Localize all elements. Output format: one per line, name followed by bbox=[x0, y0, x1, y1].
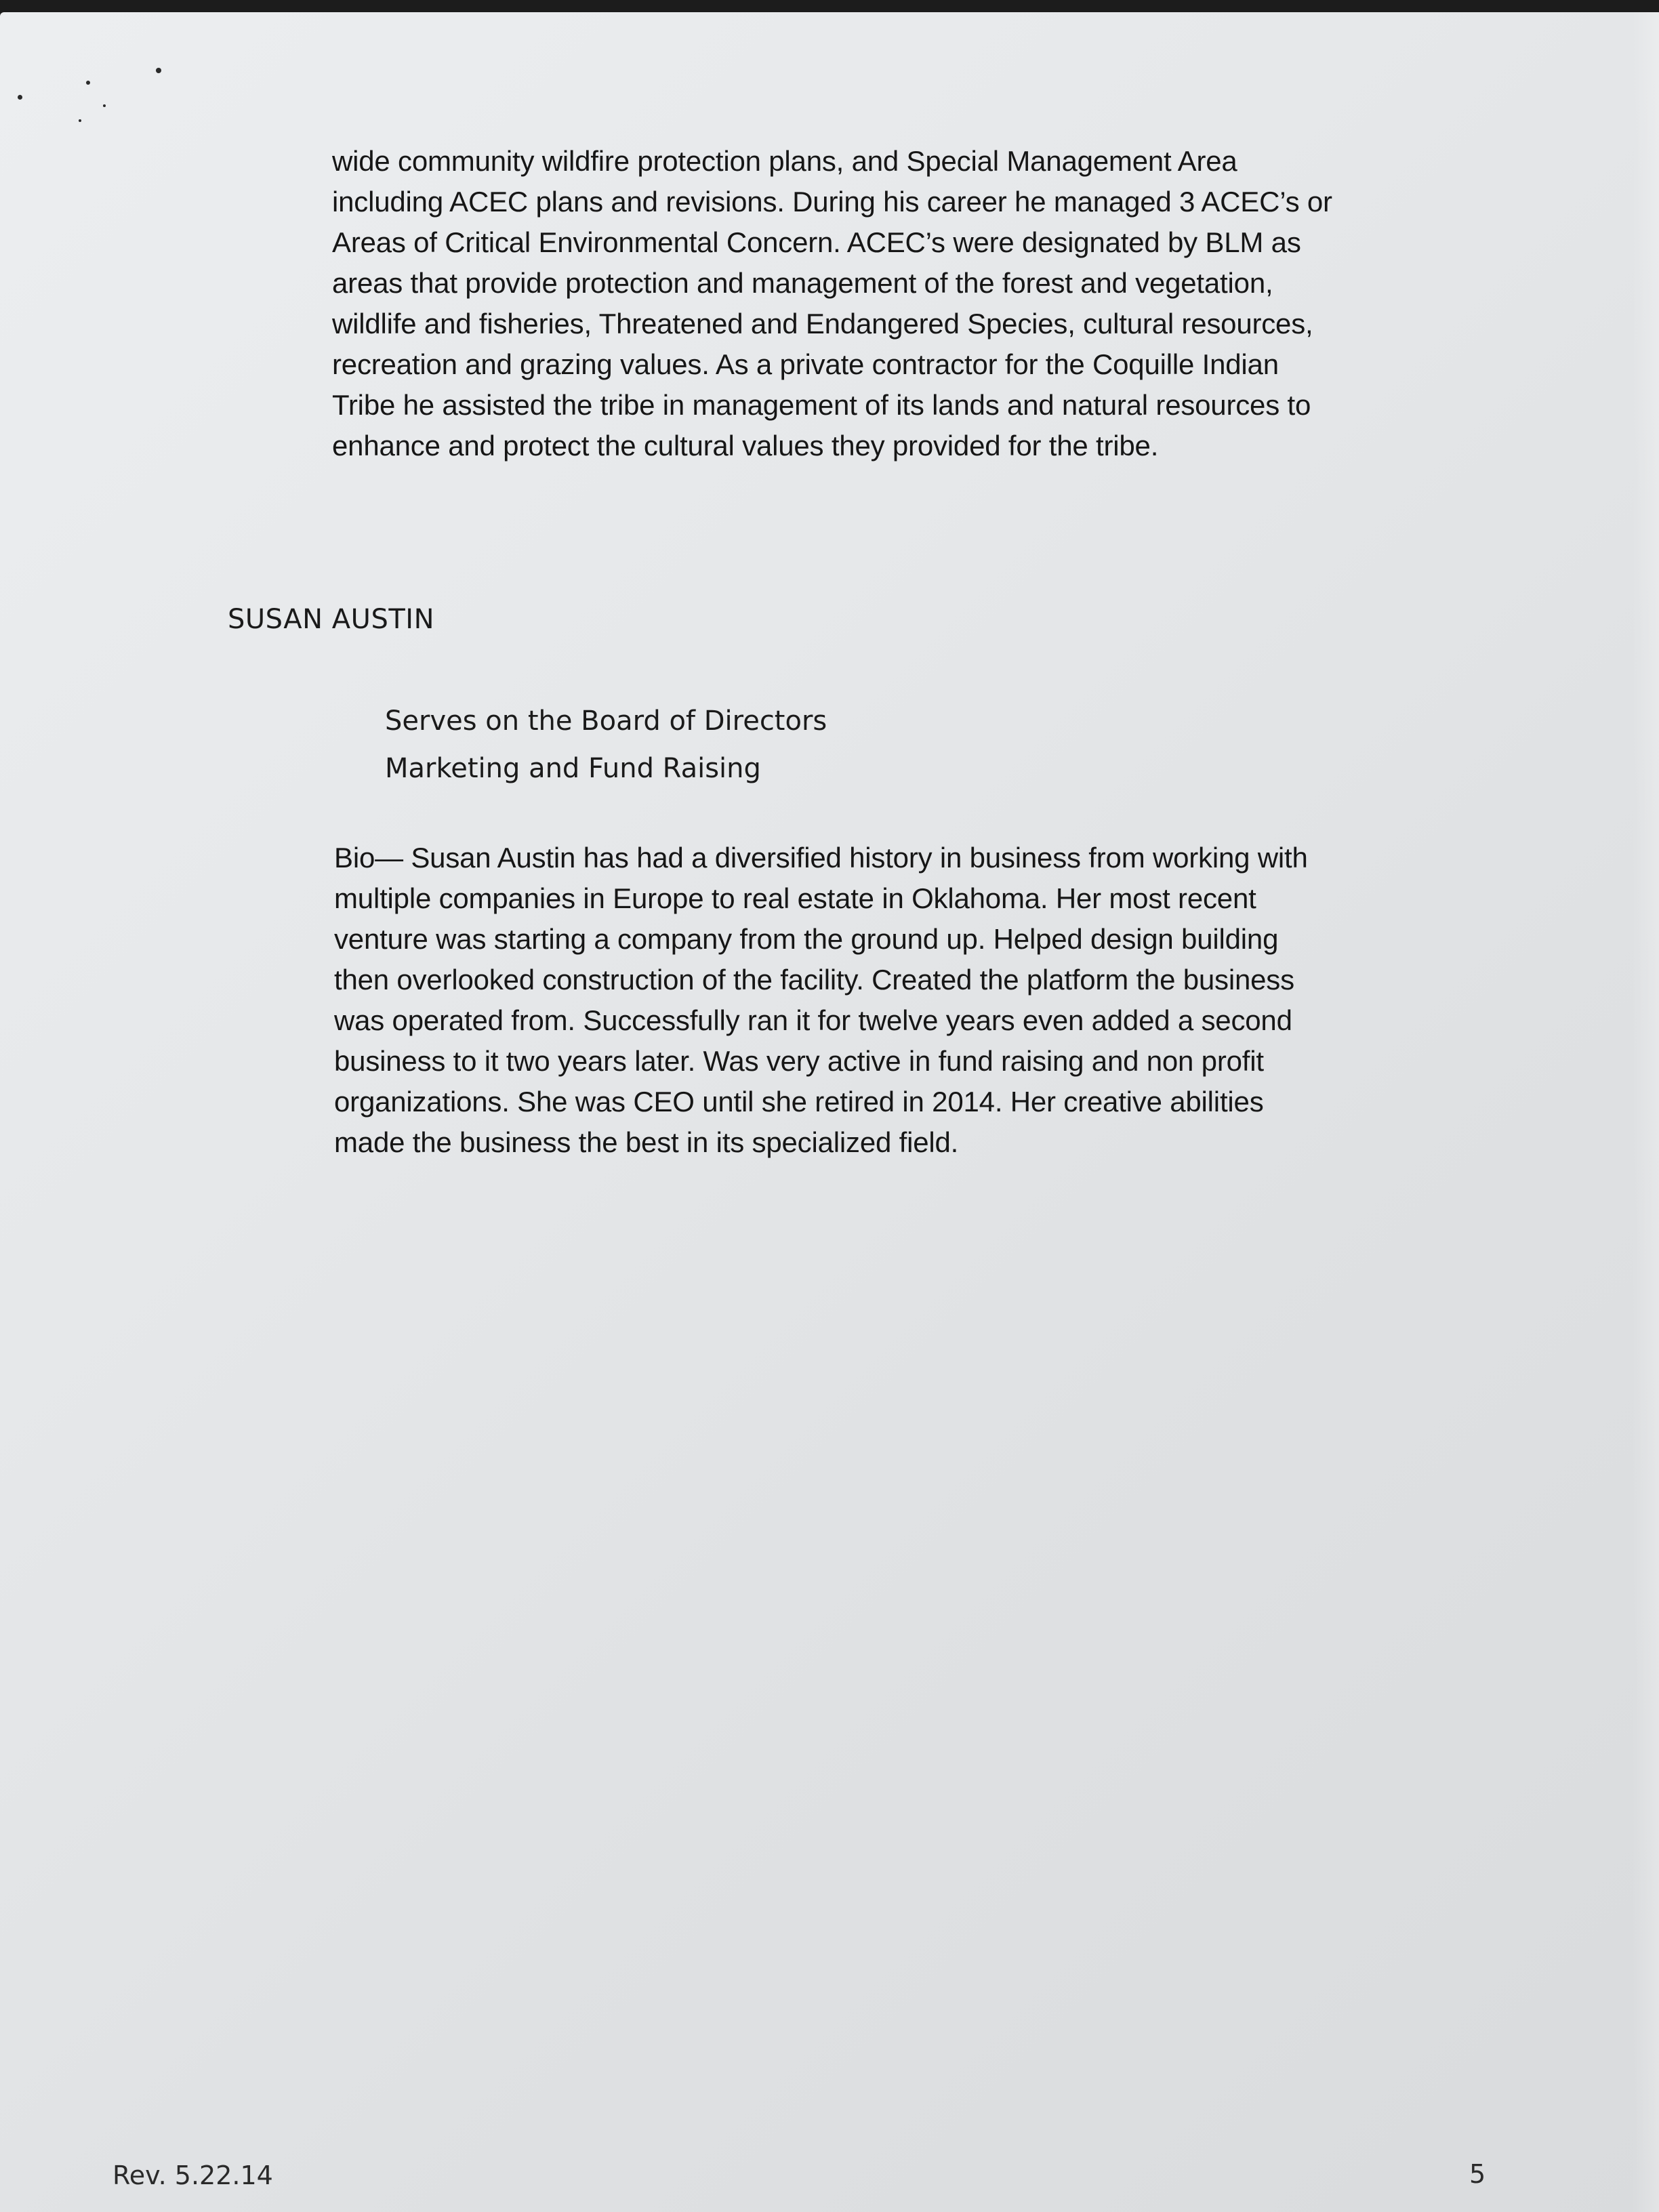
intro-paragraph bbox=[332, 141, 1332, 466]
revision-label: Rev. 5.22.14 bbox=[112, 2160, 273, 2190]
role-item: Serves on the Board of Directors bbox=[385, 705, 827, 737]
intro-line: including ACEC plans and revisions. During his career he managed 3 ACEC’s or bbox=[332, 186, 1332, 218]
intro-line: Tribe he assisted the tribe in management of its lands and natural resources to bbox=[332, 389, 1311, 421]
bio-line: venture was starting a company from the ground up. Helped design building bbox=[334, 923, 1279, 955]
bio-line: was operated from. Successfully ran it for twelve years even added a second bbox=[334, 1004, 1292, 1036]
bio-line: business to it two years later. Was very active in fund raising and non profit bbox=[334, 1045, 1264, 1077]
bio-line: organizations. She was CEO until she retired in 2014. Her creative abilities bbox=[334, 1086, 1264, 1118]
intro-line: recreation and grazing values. As a private contractor for the Coquille Indian bbox=[332, 348, 1279, 380]
paper-speck bbox=[86, 81, 90, 85]
paper-speck bbox=[18, 95, 22, 100]
document-page bbox=[0, 12, 1659, 2212]
intro-line: wildlife and fisheries, Threatened and Endangered Species, cultural resources, bbox=[332, 308, 1313, 340]
bio-line: made the business the best in its specialized field. bbox=[334, 1126, 959, 1158]
paper-speck bbox=[79, 119, 81, 122]
person-name-heading: SUSAN AUSTIN bbox=[228, 604, 434, 635]
bio-paragraph bbox=[334, 838, 1308, 1163]
page-number: 5 bbox=[1469, 2159, 1486, 2189]
intro-line: enhance and protect the cultural values they provided for the tribe. bbox=[332, 430, 1159, 462]
role-item: Marketing and Fund Raising bbox=[385, 753, 761, 784]
bio-line: then overlooked construction of the facility. Created the platform the business bbox=[334, 964, 1294, 996]
paper-speck bbox=[156, 68, 161, 73]
bio-line: Bio— Susan Austin has had a diversified history in business from working with bbox=[334, 842, 1308, 874]
intro-line: Areas of Critical Environmental Concern. ACEC’s were designated by BLM as bbox=[332, 226, 1301, 258]
role-list bbox=[385, 697, 827, 792]
bio-line: multiple companies in Europe to real estate in Oklahoma. Her most recent bbox=[334, 882, 1256, 914]
intro-line: areas that provide protection and management of the forest and vegetation, bbox=[332, 267, 1273, 299]
intro-line: wide community wildfire protection plans, and Special Management Area bbox=[332, 145, 1237, 177]
paper-speck bbox=[103, 104, 106, 107]
